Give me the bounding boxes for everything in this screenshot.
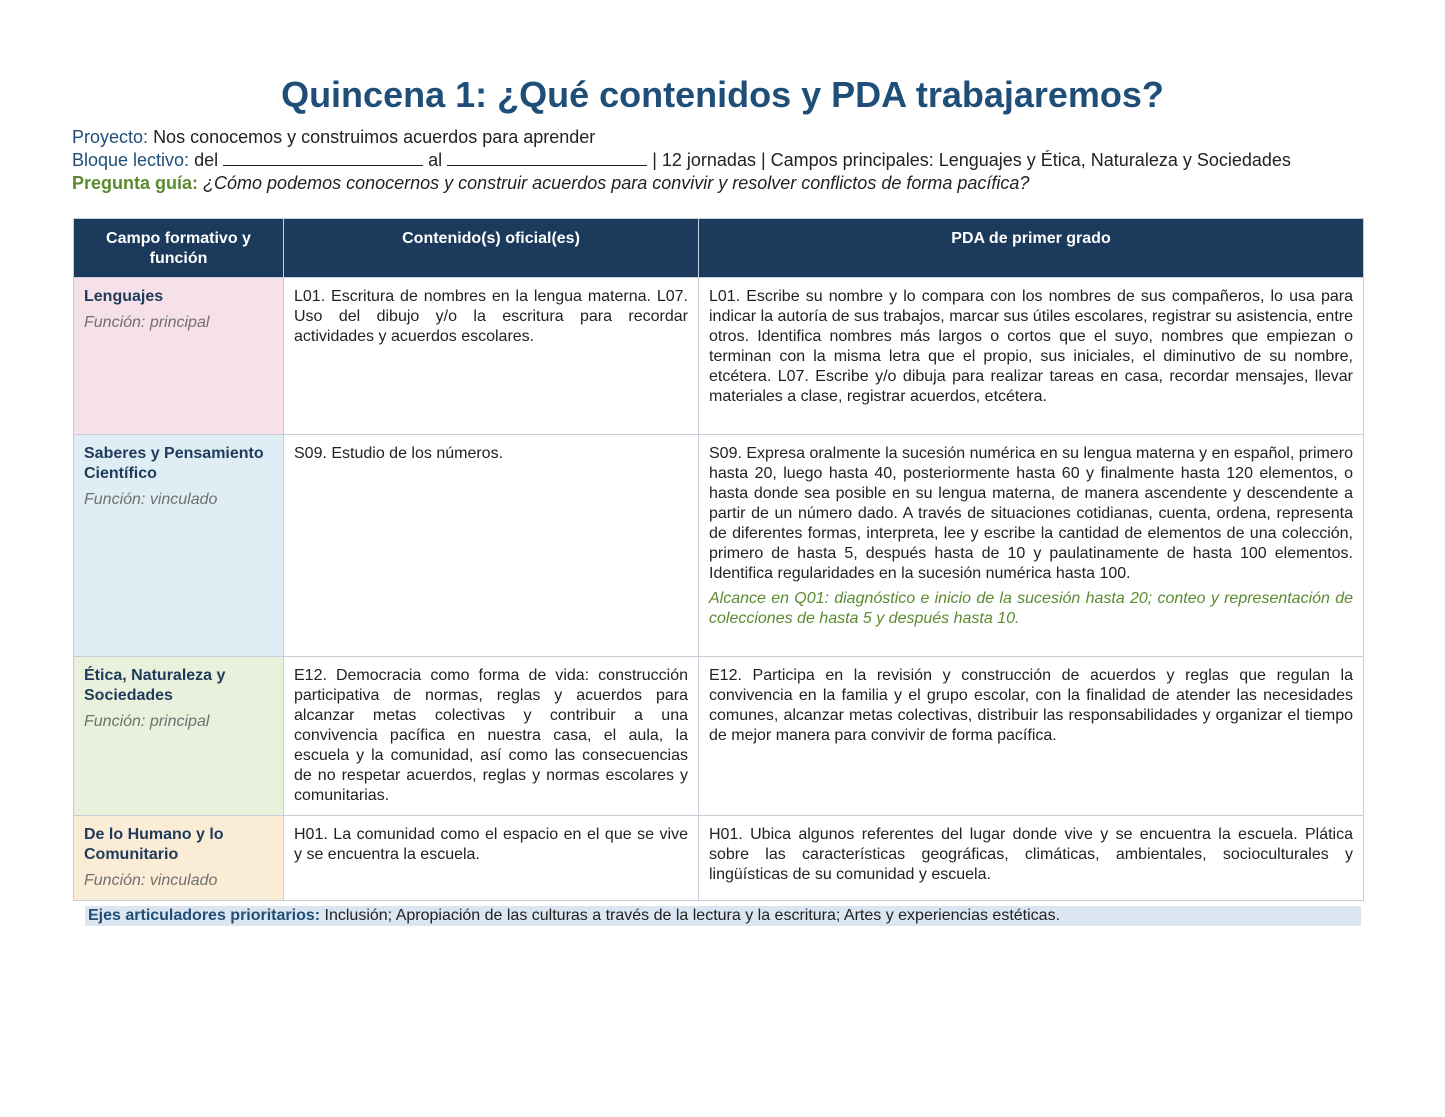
campo-name: Ética, Naturaleza y Sociedades: [84, 667, 226, 704]
page-title: Quincena 1: ¿Qué contenidos y PDA trabajaremos?: [281, 74, 1164, 115]
contenido-text: H01. La comunidad como el espacio en el que se vive y se encuentra la escuela.: [294, 826, 688, 863]
proyecto-line: [72, 126, 1362, 149]
campo-name: Lenguajes: [84, 288, 164, 305]
bloque-al: al: [428, 150, 443, 170]
table-row: [74, 816, 1364, 901]
pda-text: H01. Ubica algunos referentes del lugar donde vive y se encuentra la escuela. Plática sobre las características geográficas, climáticas, ambientales, socioculturales y lingüísticas de su comunidad y escuela.: [709, 826, 1353, 883]
ejes-articuladores: [85, 906, 1361, 926]
ejes-value: Inclusión; Apropiación de las culturas a través de la lectura y la escritura; Artes y experiencias estéticas.: [324, 907, 1061, 924]
pda-cell: [699, 657, 1364, 816]
ejes-label: Ejes articuladores prioritarios:: [88, 907, 321, 924]
campo-cell: [74, 435, 284, 657]
pregunta-line: [72, 172, 1362, 195]
contenido-cell: [284, 657, 699, 816]
pda-cell: [699, 435, 1364, 657]
contenido-text: S09. Estudio de los números.: [294, 445, 504, 462]
campo-name: De lo Humano y lo Comunitario: [84, 826, 224, 863]
fecha-fin-blank[interactable]: [447, 149, 647, 166]
project-meta: [72, 126, 1362, 195]
pda-text: L01. Escribe su nombre y lo compara con los nombres de sus compañeros, lo usa para indicar la autoría de sus trabajos, marcar sus útiles escolares, registrar su asistencia, entre otros. Identifica nombres más largos o cortos que el suyo, nombres que empiezan o terminan con la misma letra que el propio, sus iniciales, el diminutivo de su nombre, etcétera. L07. Escribe y/o dibuja para realizar tareas en casa, recordar mensajes, llevar materiales a clase, registrar acuerdos, etcétera.: [709, 288, 1353, 405]
table-row: [74, 435, 1364, 657]
campo-funcion: Función: vinculado: [84, 491, 218, 508]
campo-cell: [74, 657, 284, 816]
header-pda: PDA de primer grado: [699, 219, 1364, 278]
bloque-rest: | 12 jornadas | Campos principales: Lenguajes y Ética, Naturaleza y Sociedades: [652, 150, 1291, 170]
fecha-inicio-blank[interactable]: [223, 149, 423, 166]
table-header-row: [74, 219, 1364, 278]
campo-name: Saberes y Pensamiento Científico: [84, 445, 264, 482]
contenido-cell: [284, 816, 699, 901]
campo-funcion: Función: principal: [84, 713, 210, 730]
campo-cell: [74, 278, 284, 435]
pregunta-value: ¿Cómo podemos conocernos y construir acuerdos para convivir y resolver conflictos de forma pacífica?: [203, 173, 1030, 193]
pda-table: [73, 218, 1364, 901]
contenido-cell: [284, 435, 699, 657]
pregunta-label: Pregunta guía:: [72, 173, 199, 193]
bloque-line: [72, 149, 1362, 172]
pda-text: E12. Participa en la revisión y construcción de acuerdos y reglas que regulan la convivencia en la familia y el grupo escolar, con la finalidad de atender las necesidades comunes, alcanzar metas colectivas, distribuir las responsabilidades y organizar el tiempo de mejor manera para convivir de forma pacífica.: [709, 667, 1353, 744]
header-campo: Campo formativo y función: [74, 219, 284, 278]
pda-text: S09. Expresa oralmente la sucesión numérica en su lengua materna y en español, primero hasta 20, luego hasta 40, posteriormente hasta 60 y finalmente hasta 120 elementos, o hasta donde sea posible en su lengua materna, de manera ascendente y descendente a partir de un número dado. A través de situaciones cotidianas, cuenta, ordena, representa de diferentes formas, interpreta, lee y escribe la cantidad de elementos de una colección, primero de hasta 5, después hasta de 10 y paulatinamente de hasta 100 elementos. Identifica regularidades en la sucesión numérica hasta 100.: [709, 445, 1353, 582]
campo-funcion: Función: principal: [84, 314, 210, 331]
campo-cell: [74, 816, 284, 901]
alcance-text: Alcance en Q01: diagnóstico e inicio de la sucesión hasta 20; conteo y representación de colecciones de hasta 5 y después hasta 10.: [709, 590, 1353, 627]
pda-cell: [699, 278, 1364, 435]
header-contenido: Contenido(s) oficial(es): [284, 219, 699, 278]
proyecto-value: Nos conocemos y construimos acuerdos para aprender: [153, 127, 596, 147]
bloque-label: Bloque lectivo:: [72, 150, 190, 170]
table-row: [74, 278, 1364, 435]
proyecto-label: Proyecto:: [72, 127, 149, 147]
contenido-text: E12. Democracia como forma de vida: construcción participativa de normas, reglas y acuerdos para alcanzar metas colectivas y contribuir a una convivencia pacífica en nuestra casa, el aula, la escuela y la comunidad, así como las consecuencias de no respetar acuerdos, reglas y normas escolares y comunitarias.: [294, 667, 688, 804]
table-row: [74, 657, 1364, 816]
campo-funcion: Función: vinculado: [84, 872, 218, 889]
contenido-cell: [284, 278, 699, 435]
contenido-text: L01. Escritura de nombres en la lengua materna. L07. Uso del dibujo y/o la escritura para recordar actividades y acuerdos escolares.: [294, 288, 688, 345]
bloque-del: del: [194, 150, 219, 170]
pda-cell: [699, 816, 1364, 901]
